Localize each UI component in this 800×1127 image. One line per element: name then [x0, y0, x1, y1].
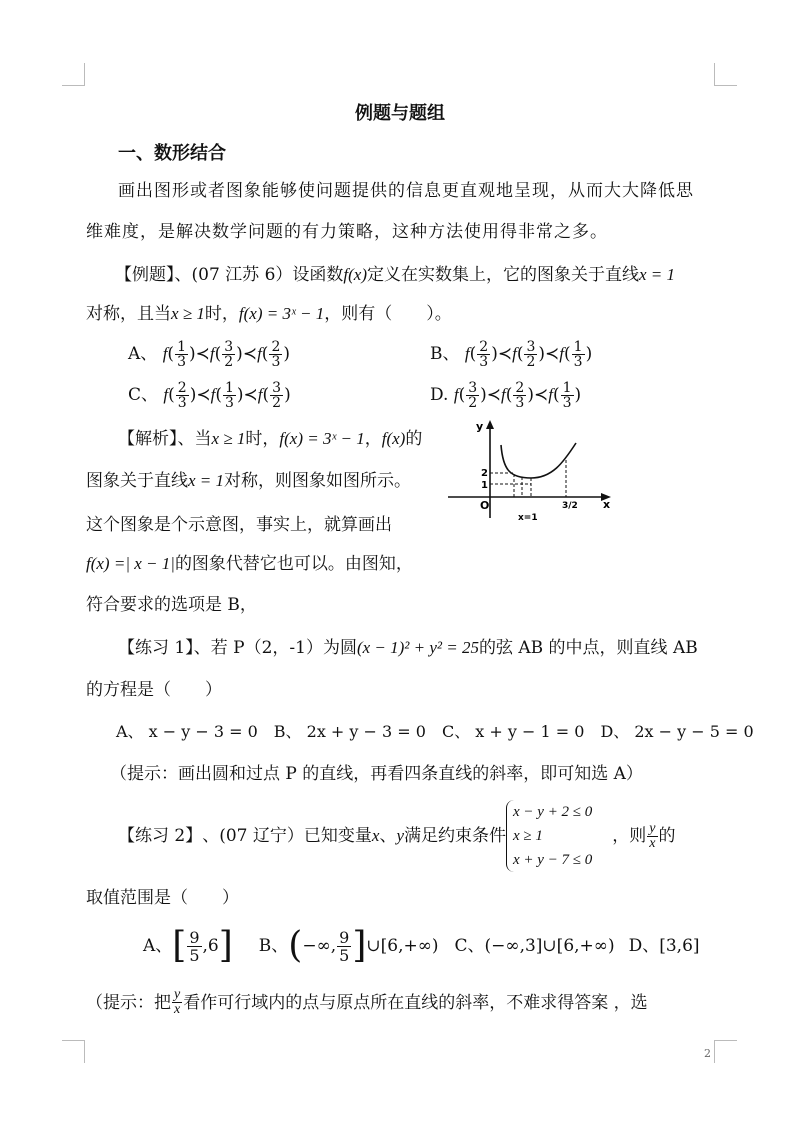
- corner-mark-top-left: [62, 63, 85, 86]
- example-line-1: [115, 264, 675, 286]
- solution-tag: 【解析】: [118, 429, 178, 449]
- solution-line-5: 符合要求的选项是 B，: [86, 595, 257, 615]
- example-source: 、(07 江苏 6）设函数: [174, 265, 344, 285]
- ex2-tag: 【练习 2】: [118, 826, 203, 846]
- intro-line-1: 画出图形或者图象能够使问题提供的信息更直观地呈现，从而大大降低思: [118, 181, 694, 201]
- ex1-line-2: 的方程是（ ）: [86, 680, 222, 700]
- ex2-options: A、 [ $\frac{9}{5}$ ,6 ] B、 ( −∞, $\frac{9}{5}$ ] ∪[6,+∞) C、 (−∞,3]∪[6,+∞) D、 [3,6]: [143, 925, 700, 966]
- graph-tick-1: 1: [481, 480, 488, 491]
- example-cond: x ≥ 1: [171, 304, 205, 323]
- graph-x-label: x: [603, 498, 611, 511]
- example-l2b: 时，: [204, 304, 239, 324]
- corner-mark-top-right: [714, 63, 737, 86]
- example-option-b: B、 f( $\frac{2}{3}$ )≺f( $\frac{3}{2}$ )≺f( $\frac{1}{3}$ ): [430, 339, 593, 370]
- ex1-tag: 【练习 1】: [118, 638, 194, 658]
- graph-tick-2: 2: [481, 468, 488, 479]
- ex2-line-1: 【练习 2】 、(07 辽宁）已知变量 x 、 y 满足约束条件 x − y + 2 ≤ 0 x ≥ 1 x + y − 7 ≤ 0 ，则 $\frac{y}{x}$ 的: [118, 800, 676, 872]
- solution-line-3: 这个图象是个示意图，事实上，就算画出: [86, 515, 392, 535]
- solution-line-1: 【解析】、当x ≥ 1时，f(x) = 3ˣ − 1，f(x)的: [118, 429, 423, 449]
- section-heading: 一、数形结合: [118, 143, 226, 164]
- ex2-hint: （提示：把 $\frac{y}{x}$ 看作可行域内的点与原点所在直线的斜率，不难求得答案 ，选: [86, 987, 648, 1017]
- page-title: 例题与题组: [355, 103, 445, 124]
- function-graph: [448, 418, 618, 528]
- ex1-options: A、 x − y − 3 = 0 B、 2x + y − 3 = 0 C、 x + y − 1 = 0 D、 2x − y − 5 = 0: [116, 722, 754, 741]
- example-line-2: [86, 303, 452, 325]
- graph-y-arrow: [486, 420, 494, 429]
- solution-line-4: f(x) =| x − 1|的图象代替它也可以。由图知，: [86, 554, 413, 574]
- example-mid: 定义在实数集上，它的图象关于直线: [366, 265, 639, 285]
- example-line-eq: x = 1: [638, 265, 676, 284]
- corner-mark-bottom-right: [714, 1040, 737, 1063]
- constraint-system: x − y + 2 ≤ 0 x ≥ 1 x + y − 7 ≤ 0: [506, 800, 592, 872]
- page-number: 2: [704, 1047, 711, 1060]
- example-option-a: A、 f( $\frac{1}{3}$ )≺f( $\frac{3}{2}$ )≺f( $\frac{2}{3}$ ): [128, 339, 290, 370]
- graph-y-label: y: [476, 420, 484, 433]
- example-tag: 【例题】: [115, 265, 175, 285]
- example-l2c: ，则有（ ）。: [324, 304, 452, 324]
- solution-line-2: 图象关于直线x = 1对称，则图象如图所示。: [86, 471, 412, 491]
- graph-tick-x1: x=1: [518, 513, 538, 523]
- intro-line-2: 维难度，是解决数学问题的有力策略，这种方法使用得非常之多。: [86, 222, 608, 242]
- example-func: f(x) = 3ˣ − 1: [238, 304, 325, 323]
- ex1-line-1: 【练习 1】、若 P（2，-1）为圆(x − 1)² + y² = 25的弦 AB 的中点，则直线 AB: [118, 638, 698, 658]
- example-option-c: C、 f( $\frac{2}{3}$ )≺f( $\frac{1}{3}$ )≺f( $\frac{3}{2}$ ): [128, 380, 291, 411]
- ex1-hint: （提示：画出圆和过点 P 的直线，再看四条直线的斜率，即可知选 A）: [110, 764, 643, 784]
- example-option-d: D. f( $\frac{3}{2}$ )≺f( $\frac{2}{3}$ )≺f( $\frac{1}{3}$ ): [430, 380, 582, 411]
- ex2-line-2: 取值范围是（ ）: [86, 888, 239, 908]
- example-fx: f(x): [343, 265, 367, 284]
- graph-origin-label: O: [480, 499, 490, 512]
- corner-mark-bottom-left: [62, 1040, 85, 1063]
- example-l2a: 对称，且当: [86, 304, 171, 324]
- graph-tick-32: 3/2: [562, 501, 578, 511]
